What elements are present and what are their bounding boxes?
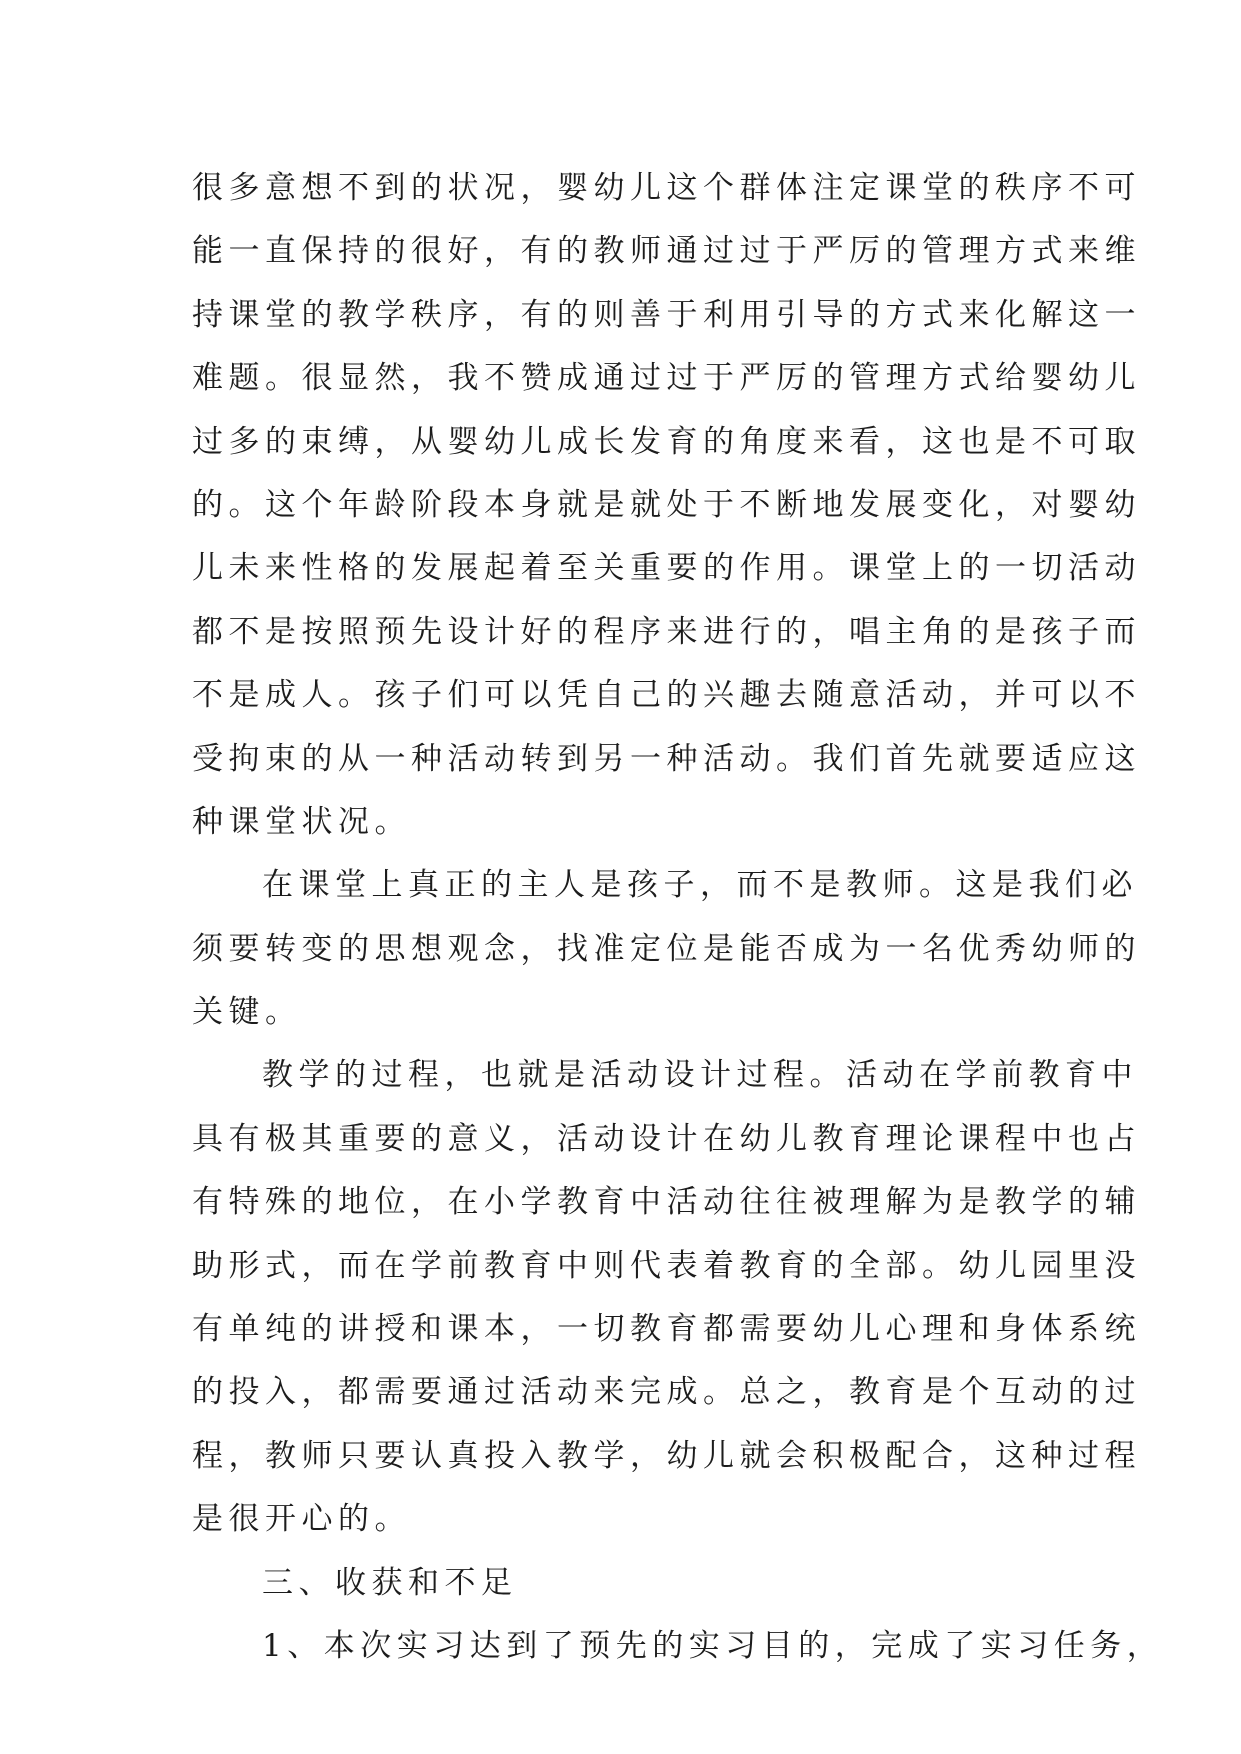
body-text: [192, 157, 1164, 1678]
text-line: 过多的束缚，从婴幼儿成长发育的角度来看，这也是不可取: [192, 423, 1141, 460]
text-line: 的投入，都需要通过活动来完成。总之，教育是个互动的过: [192, 1374, 1141, 1411]
text-line: 须要转变的思想观念，找准定位是能否成为一名优秀幼师的: [192, 930, 1141, 967]
text-line: 能一直保持的很好，有的教师通过过于严厉的管理方式来维: [192, 233, 1141, 270]
text-line: 有单纯的讲授和课本，一切教育都需要幼儿心理和身体系统: [192, 1311, 1141, 1348]
text-line: 教学的过程，也就是活动设计过程。活动在学前教育中: [262, 1057, 1138, 1094]
text-line: 具有极其重要的意义，活动设计在幼儿教育理论课程中也占: [192, 1120, 1141, 1157]
text-line: 有特殊的地位，在小学教育中活动往往被理解为是教学的辅: [192, 1184, 1141, 1221]
text-line: 的。这个年龄阶段本身就是就处于不断地发展变化，对婴幼: [192, 486, 1141, 523]
text-line: 不是成人。孩子们可以凭自己的兴趣去随意活动，并可以不: [192, 677, 1141, 714]
text-line: 儿未来性格的发展起着至关重要的作用。课堂上的一切活动: [192, 550, 1141, 587]
text-line: 程，教师只要认真投入教学，幼儿就会积极配合，这种过程: [192, 1437, 1141, 1474]
text-line: 难题。很显然，我不赞成通过过于严厉的管理方式给婴幼儿: [192, 360, 1141, 397]
text-line: 助形式，而在学前教育中则代表着教育的全部。幼儿园里没: [192, 1247, 1141, 1284]
text-line: 种课堂状况。: [192, 803, 411, 840]
text-line: 受拘束的从一种活动转到另一种活动。我们首先就要适应这: [192, 740, 1141, 777]
text-line: 关键。: [192, 994, 302, 1031]
text-line: 很多意想不到的状况，婴幼儿这个群体注定课堂的秩序不可: [192, 170, 1141, 206]
text-line: 在课堂上真正的主人是孩子，而不是教师。这是我们必: [262, 867, 1138, 904]
text-line: 持课堂的教学秩序，有的则善于利用引导的方式来化解这一: [192, 296, 1141, 333]
text-line: 都不是按照预先设计好的程序来进行的，唱主角的是孩子而: [192, 613, 1141, 650]
text-line: 三、收获和不足: [262, 1564, 518, 1601]
text-line: 1、本次实习达到了预先的实习目的，完成了实习任务，: [262, 1627, 1164, 1664]
text-line: 是很开心的。: [192, 1501, 411, 1538]
